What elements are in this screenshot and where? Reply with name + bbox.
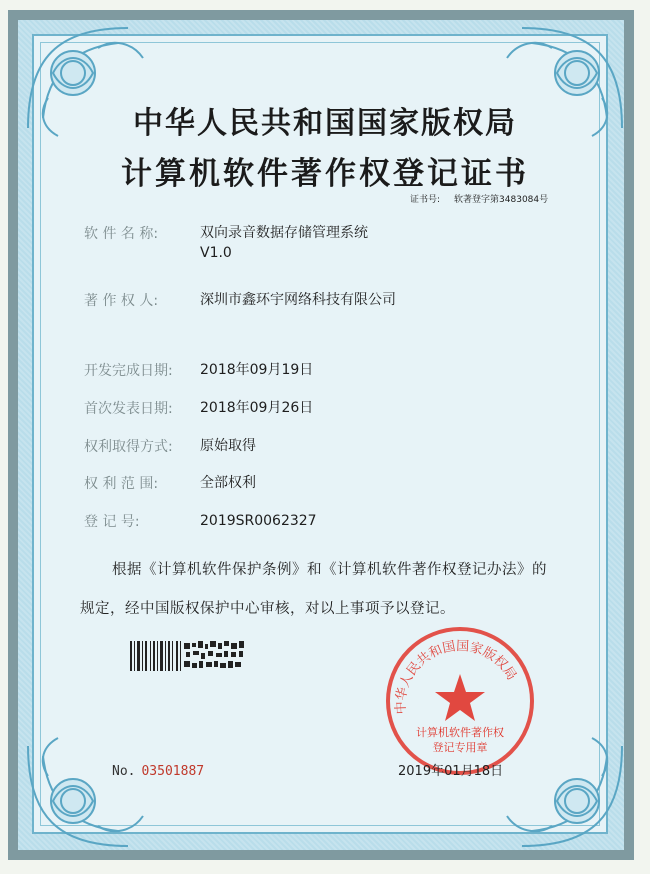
certificate-number-value: 软著登字第3483084号 [454,195,549,205]
field-software-name [84,223,368,263]
field-value: 原始取得 [200,438,256,454]
field-label: 登 记 号: [84,514,140,530]
seal-line-2: 登记专用章 [432,741,488,754]
field-label: 权利取得方式: [84,439,173,455]
field-value: 全部权利 [200,475,256,491]
field-value: 深圳市鑫环宇网络科技有限公司 [200,292,396,308]
field-label: 首次发表日期: [84,401,173,417]
serial-label: No. [112,764,136,779]
field-label: 著 作 权 人: [84,293,159,309]
field-copyright-owner [84,290,396,310]
corner-ornament-icon [18,736,158,856]
field-registration-number [84,511,317,531]
field-label: 权 利 范 围: [84,476,159,492]
certificate-number [410,192,548,205]
field-rights-scope [84,473,256,493]
official-seal-icon [383,624,537,778]
field-value: 2018年09月26日 [200,400,314,416]
certificate-title: 计算机软件著作权登记证书 [121,156,529,192]
field-value: 2018年09月19日 [200,362,314,378]
field-label: 软 件 名 称: [84,226,159,242]
field-acquisition-method [84,436,256,456]
barcode-icon [130,641,248,671]
field-development-date [84,360,313,380]
serial-number [112,764,204,779]
seal-ring-text: 中华人民共和国国家版权局 [393,639,519,715]
field-value: 双向录音数据存储管理系统 V1.0 [200,225,368,261]
certificate-number-label: 证书号: [410,195,441,205]
field-publish-date [84,398,313,418]
issuing-authority: 中华人民共和国国家版权局 [133,106,517,141]
statement-line-1: 根据《计算机软件保护条例》和《计算机软件著作权登记办法》的 [112,562,547,578]
serial-value: 03501887 [141,764,205,779]
issue-date: 2019年01月18日 [398,764,504,779]
statement-line-2: 规定，经中国版权保护中心审核，对以上事项予以登记。 [80,601,455,617]
field-label: 开发完成日期: [84,363,173,379]
field-value: 2019SR0062327 [200,513,317,529]
seal-line-1: 计算机软件著作权 [416,726,504,739]
